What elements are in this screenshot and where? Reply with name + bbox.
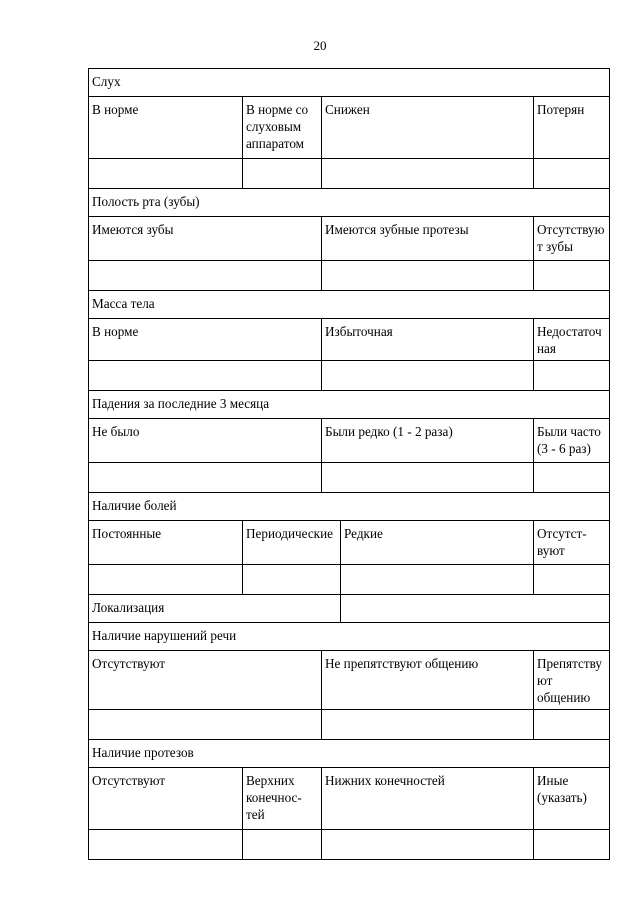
falls-section-title: Падения за последние 3 месяца [89, 391, 610, 419]
pain-option-periodic: Периодические [243, 521, 341, 565]
pain-option-constant: Постоянные [89, 521, 243, 565]
weight-option-insufficient: Недостаточная [534, 319, 610, 361]
falls-check-cell[interactable] [89, 463, 322, 493]
speech-check-cell[interactable] [534, 710, 610, 740]
pain-check-cell[interactable] [89, 565, 243, 595]
speech-check-cell[interactable] [322, 710, 534, 740]
oral-check-cell[interactable] [322, 261, 534, 291]
oral-check-cell[interactable] [89, 261, 322, 291]
pain-check-cell[interactable] [534, 565, 610, 595]
speech-check-cell[interactable] [89, 710, 322, 740]
pain-option-rare: Редкие [341, 521, 534, 565]
falls-option-none: Не было [89, 419, 322, 463]
hearing-check-cell[interactable] [322, 159, 534, 189]
weight-check-cell[interactable] [322, 361, 534, 391]
oral-check-cell[interactable] [534, 261, 610, 291]
falls-option-rare: Были редко (1 - 2 раза) [322, 419, 534, 463]
hearing-check-cell[interactable] [534, 159, 610, 189]
hearing-option-normal: В норме [89, 97, 243, 159]
falls-check-cell[interactable] [322, 463, 534, 493]
page-number: 20 [313, 38, 327, 53]
pain-localization-label: Локализация [89, 595, 341, 623]
pain-check-cell[interactable] [341, 565, 534, 595]
speech-option-absent: Отсутствуют [89, 651, 322, 710]
speech-option-hinder: Препятствуют общению [534, 651, 610, 710]
assessment-form-table [88, 68, 610, 860]
pain-check-cell[interactable] [243, 565, 341, 595]
pain-section-title: Наличие болей [89, 493, 610, 521]
prostheses-option-lower: Нижних конечностей [322, 768, 534, 830]
oral-option-teeth-absent: Отсутствуют зубы [534, 217, 610, 261]
oral-option-dentures: Имеются зубные протезы [322, 217, 534, 261]
prostheses-check-cell[interactable] [322, 830, 534, 860]
prostheses-option-other: Иные (указать) [534, 768, 610, 830]
weight-option-excess: Избыточная [322, 319, 534, 361]
hearing-check-cell[interactable] [89, 159, 243, 189]
prostheses-section-title: Наличие протезов [89, 740, 610, 768]
hearing-option-lost: Потерян [534, 97, 610, 159]
prostheses-option-upper: Верхних конечнос-тей [243, 768, 322, 830]
weight-option-normal: В норме [89, 319, 322, 361]
oral-cavity-section-title: Полость рта (зубы) [89, 189, 610, 217]
prostheses-check-cell[interactable] [243, 830, 322, 860]
pain-option-absent: Отсутст-вуют [534, 521, 610, 565]
falls-option-frequent: Были часто (3 - 6 раз) [534, 419, 610, 463]
body-weight-section-title: Масса тела [89, 291, 610, 319]
hearing-check-cell[interactable] [243, 159, 322, 189]
weight-check-cell[interactable] [534, 361, 610, 391]
speech-option-not-hinder: Не препятствуют общению [322, 651, 534, 710]
hearing-section-title: Слух [89, 69, 610, 97]
hearing-option-with-aid: В норме со слуховым аппаратом [243, 97, 322, 159]
hearing-option-reduced: Снижен [322, 97, 534, 159]
falls-check-cell[interactable] [534, 463, 610, 493]
weight-check-cell[interactable] [89, 361, 322, 391]
speech-section-title: Наличие нарушений речи [89, 623, 610, 651]
pain-localization-field[interactable] [341, 595, 610, 623]
oral-option-teeth-present: Имеются зубы [89, 217, 322, 261]
prostheses-check-cell[interactable] [89, 830, 243, 860]
prostheses-check-cell[interactable] [534, 830, 610, 860]
prostheses-option-absent: Отсутствуют [89, 768, 243, 830]
